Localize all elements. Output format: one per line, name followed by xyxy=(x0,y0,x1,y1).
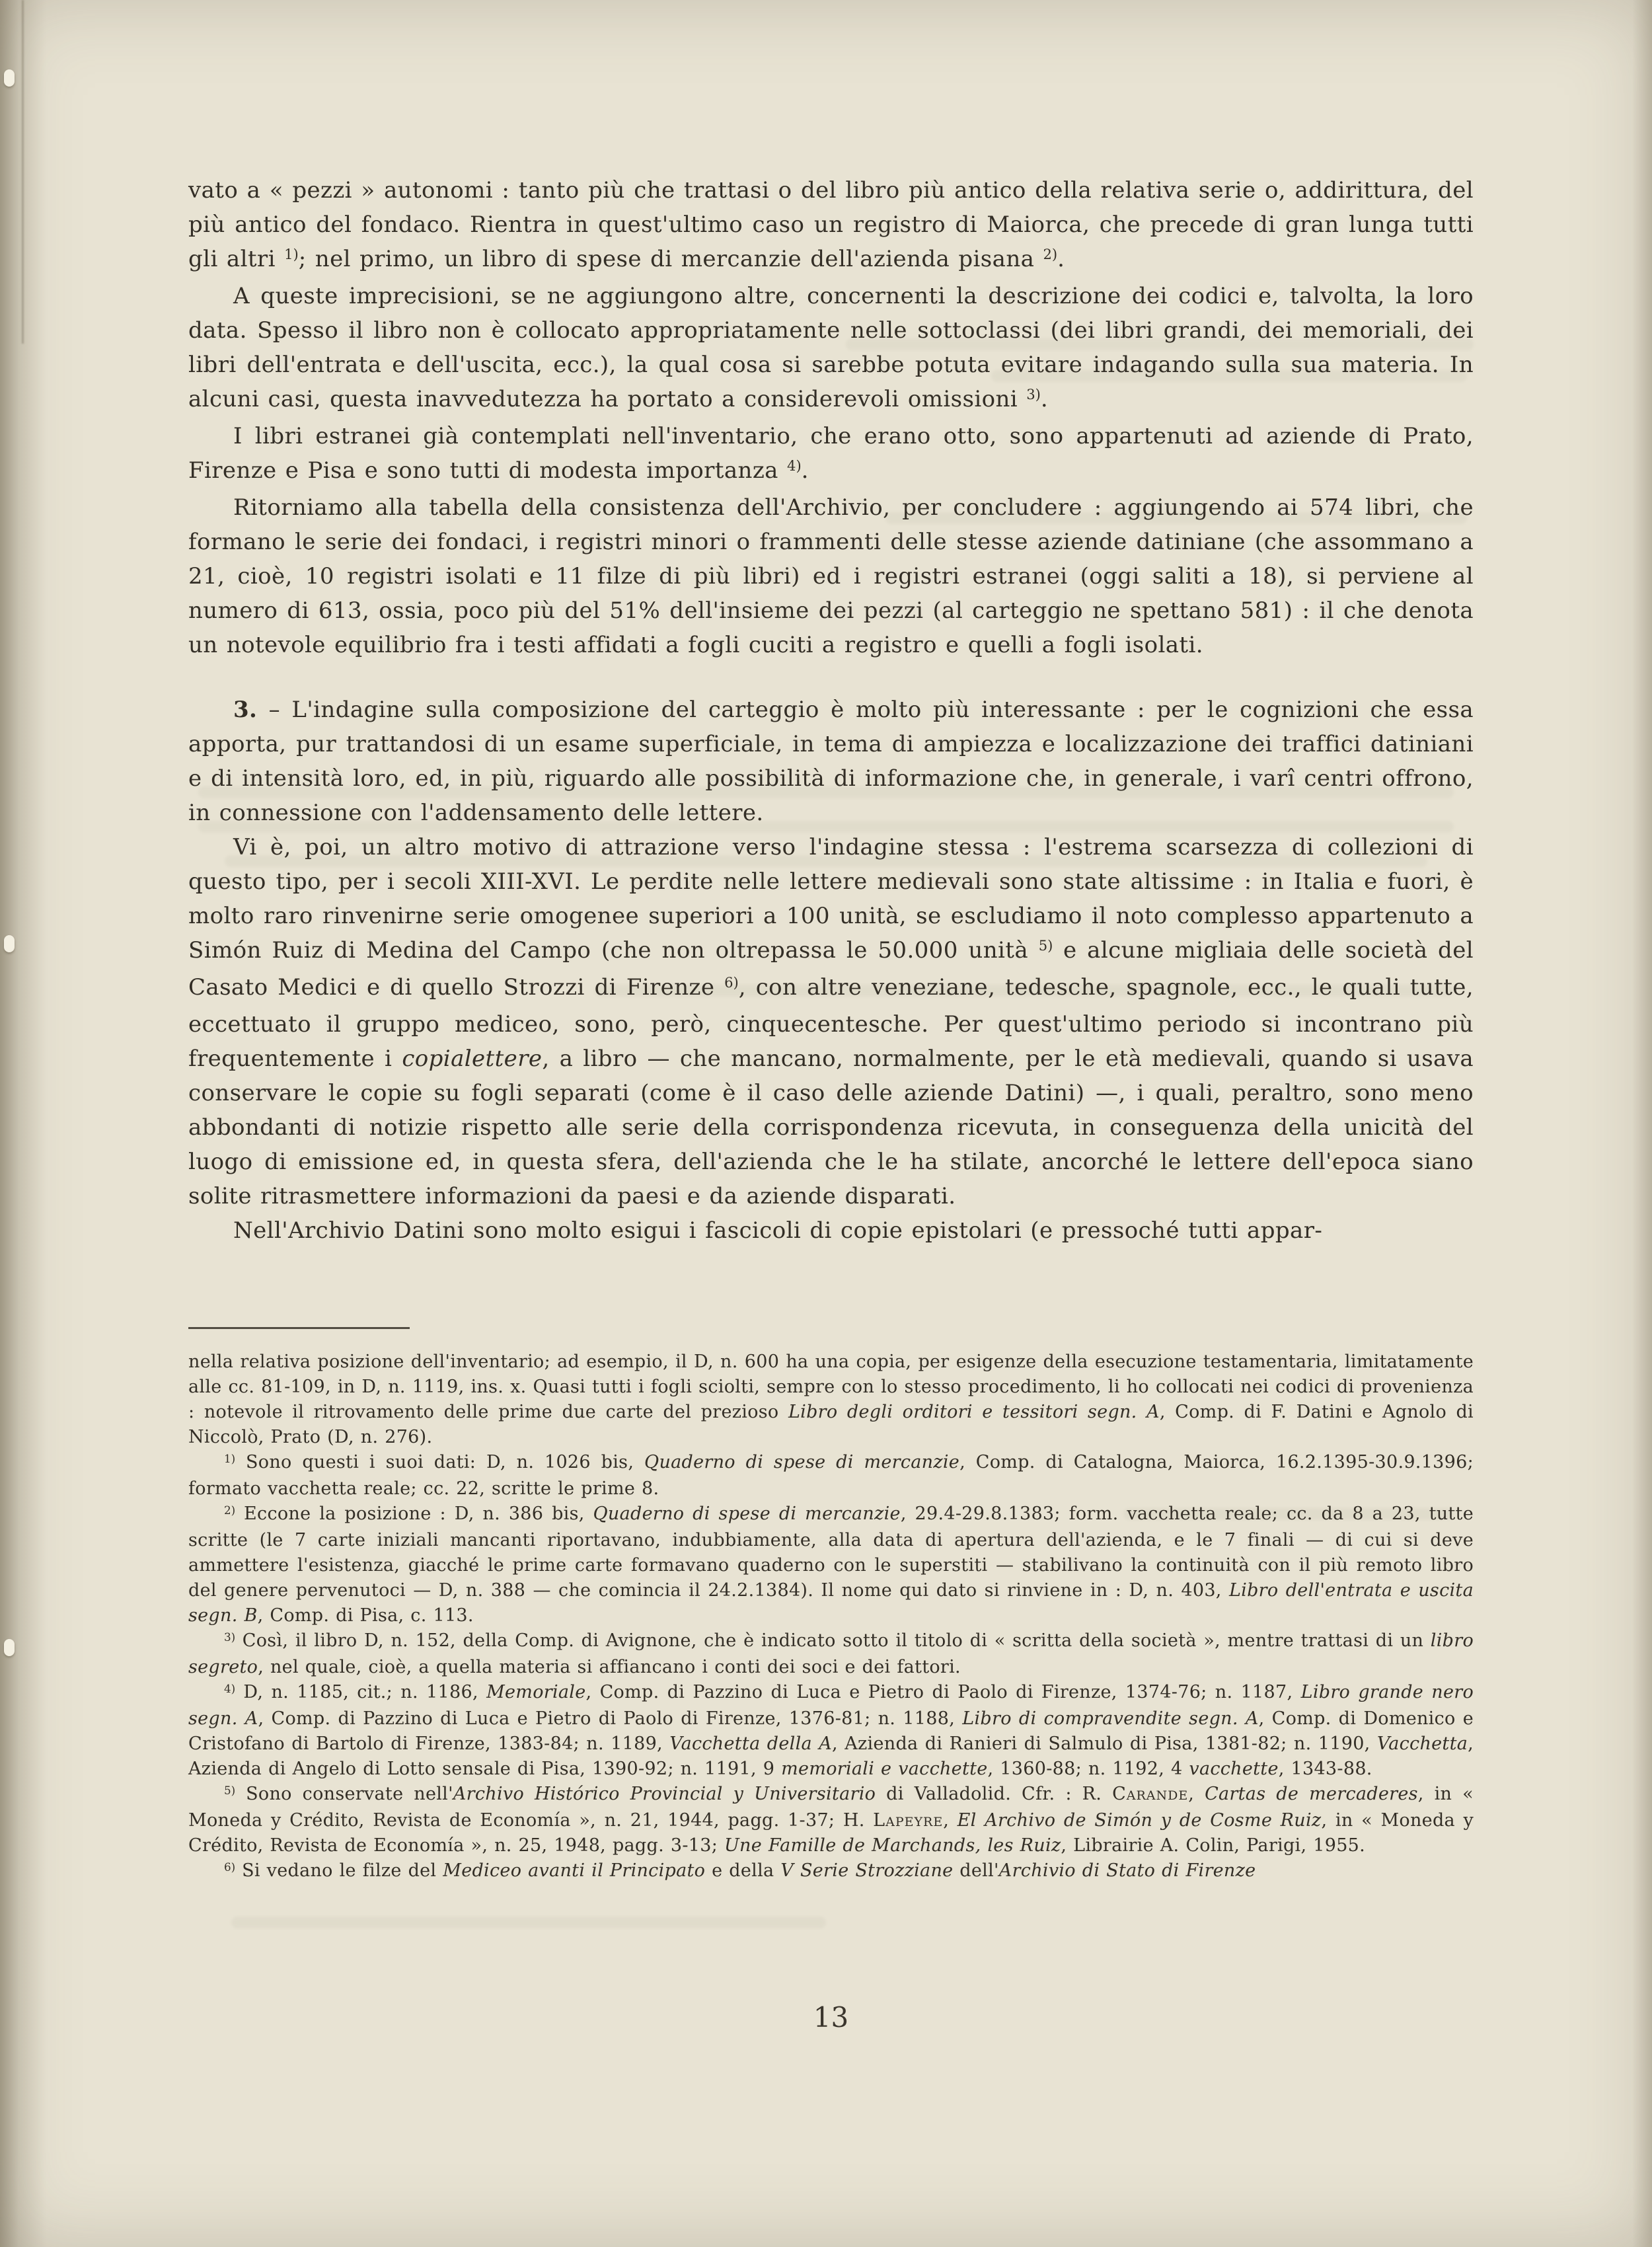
text-segment: Vacchetta della A xyxy=(669,1733,833,1754)
text-segment: Lapeyre xyxy=(873,1810,944,1831)
text-segment: nella relativa posizione dell'inventario; ad esempio, il D, n. 600 ha una copia, per esigenze della esecuzione testamentaria, limitatamente alle cc. 81-109, in D, n. 1119, ins. x. Quasi tutti i fogli sciolti, sempre con lo stesso procedimento, li ho collocati nei codici di provenienza : notevole il ritrovamento delle prime due carte del prezioso xyxy=(188,1352,1474,1422)
paragraph xyxy=(188,1213,1474,1248)
text-segment: Si vedano le filze del xyxy=(235,1860,443,1881)
text-segment: Libro dell'entrata e uscita segn. B xyxy=(188,1580,1474,1626)
show-through-ghost xyxy=(231,1917,826,1928)
text-segment: , Comp. di Pisa, c. 113. xyxy=(257,1605,474,1626)
text-segment: Sono conservate nell' xyxy=(235,1784,453,1804)
text-segment: Eccone la posizione : D, n. 386 bis, xyxy=(235,1504,593,1524)
paper-fold-line xyxy=(22,0,24,344)
text-segment: V Serie Strozziane xyxy=(780,1860,954,1881)
paragraph xyxy=(188,830,1474,1213)
paragraph xyxy=(188,490,1474,662)
text-segment: D, n. 1185, cit.; n. 1186, xyxy=(235,1682,487,1702)
binding-stitch-mark xyxy=(4,1639,15,1656)
footnote-separator-rule xyxy=(188,1327,410,1329)
text-segment: Libro di compravendite segn. A xyxy=(962,1708,1259,1729)
text-segment: Une Famille de Marchands, les Ruiz xyxy=(724,1835,1061,1856)
text-segment: I libri estranei già contemplati nell'inventario, che erano otto, sono appartenuti ad aziende di Prato, Firenze e Pisa e sono tutti di modesta importanza xyxy=(188,423,1474,484)
text-segment: A queste imprecisioni, se ne aggiungono altre, concernenti la descrizione dei codici e, talvolta, la loro data. Spesso il libro non è collocato appropriatamente nelle sottoclassi (dei libri grandi, dei memoriali, dei libri dell'entrata e dell'uscita, ecc.), la qual cosa si sarebbe potuta evitare indagando sulla sua materia. In alcuni casi, questa inavvedutezza ha portato a considerevoli omissioni xyxy=(188,283,1474,412)
text-segment: . xyxy=(1057,246,1065,272)
paragraph xyxy=(188,279,1474,419)
paragraph xyxy=(188,1350,1474,1450)
text-segment: , a libro — che mancano, normalmente, per le età medievali, quando si usava conservare le copie su fogli separati (come è il caso delle aziende Datini) —, i quali, peraltro, sono meno abbondanti di notizie rispetto alle serie della corrispondenza ricevuta, in conseguenza della unicità del luogo di emissione ed, in questa sfera, dell'azienda che le ha stilate, ancorché le lettere dell'epoca siano solite ritrasmettere informazioni da paesi e da aziende disparati. xyxy=(188,1046,1474,1209)
footnote-reference: 6) xyxy=(224,1860,236,1874)
text-segment: , Comp. di Catalogna, Maiorca, 16.2.1395-30.9.1396; formato vacchetta reale; cc. 22, scritte le prime 8. xyxy=(188,1452,1474,1499)
footnote-reference: 3) xyxy=(1026,386,1041,403)
text-segment: , xyxy=(943,1810,957,1831)
text-segment: El Archivo de Simón y de Cosme Ruiz xyxy=(957,1810,1322,1831)
text-segment: , 1360-88; n. 1192, 4 xyxy=(987,1759,1189,1779)
binding-stitch-mark xyxy=(4,69,15,87)
text-segment: , 29.4-29.8.1383; form. vacchetta reale; cc. da 8 a 23, tutte scritte (le 7 carte iniziali mancanti riportavano, indubbiamente, alla data di apertura dell'azienda, e le 7 finali — di cui si deve ammettere l'esistenza, giacché le prime carte formavano quaderno con le superstiti — stabilivano la continuità con il più remoto libro del genere pervenutoci — D, n. 388 — che comincia il 24.2.1384). Il nome qui dato si rinviene in : D, n. 403, xyxy=(188,1504,1474,1601)
text-segment: Ritorniamo alla tabella della consistenza dell'Archivio, per concludere : aggiungendo ai 574 libri, che formano le serie dei fondaci, i registri minori o frammenti delle stesse aziende datiniane (che assommano a 21, cioè, 10 registri isolati e 11 filze di più libri) ed i registri estranei (oggi saliti a 18), si perviene al numero di 613, ossia, poco più del 51% dell'insieme dei pezzi (al carteggio ne spettano 581) : il che denota un notevole equilibrio fra i testi affidati a fogli cuciti a registro e quelli a fogli isolati. xyxy=(188,494,1474,658)
text-segment: . xyxy=(801,457,809,484)
text-segment: , con altre veneziane, tedesche, spagnole, ecc., le quali tutte, eccettuato il gruppo mediceo, sono, però, cinquecentesche. Per quest'ultimo periodo si incontrano più frequentemente i xyxy=(188,974,1474,1072)
text-segment: Nell'Archivio Datini sono molto esigui i fascicoli di copie epistolari (e pressoché tutti appar- xyxy=(233,1217,1323,1244)
text-segment: Vacchetta xyxy=(1376,1733,1468,1754)
text-segment: Sono questi i suoi dati: D, n. 1026 bis, xyxy=(235,1452,645,1472)
text-segment: copialettere xyxy=(402,1046,543,1072)
footnote-reference: 4) xyxy=(787,457,802,475)
paragraph xyxy=(188,1502,1474,1628)
text-segment: , Comp. di Pazzino di Luca e Pietro di Paolo di Firenze, 1374-76; n. 1187, xyxy=(585,1682,1301,1702)
text-segment: e della xyxy=(705,1860,781,1881)
text-segment: , xyxy=(1188,1784,1205,1804)
text-segment: Libro degli orditori e tessitori segn. A xyxy=(788,1402,1160,1422)
paragraph xyxy=(188,1680,1474,1782)
text-segment: Quaderno di spese di mercanzie xyxy=(644,1452,960,1472)
text-segment: di Valladolid. Cfr. : R. xyxy=(876,1784,1113,1804)
footnotes xyxy=(188,1350,1474,1885)
body-text xyxy=(188,173,1474,1248)
paragraph xyxy=(188,1858,1474,1885)
footnote-reference: 2) xyxy=(1043,246,1058,263)
text-segment: Quaderno di spese di mercanzie xyxy=(593,1504,901,1524)
text-segment: . xyxy=(1040,386,1049,412)
text-segment: , Comp. di Domenico e Cristofano di Bartolo di Firenze, 1383-84; n. 1189, xyxy=(188,1708,1474,1754)
page-right-edge-shadow xyxy=(1632,0,1652,2247)
text-segment: , Azienda di Angelo di Lotto sensale di Pisa, 1390-92; n. 1191, 9 xyxy=(188,1733,1474,1779)
text-segment: vato a « pezzi » autonomi : tanto più che trattasi o del libro più antico della relativa serie o, addirittura, del più antico del fondaco. Rientra in quest'ultimo caso un registro di Maiorca, che precede di gran lunga tutti gli altri xyxy=(188,177,1474,272)
text-segment: Cartas de mercaderes xyxy=(1205,1784,1418,1804)
text-segment: Libro grande nero segn. A xyxy=(188,1682,1474,1729)
text-segment: , Comp. di Pazzino di Luca e Pietro di Paolo di Firenze, 1376-81; n. 1188, xyxy=(258,1708,963,1729)
text-segment: Vi è, poi, un altro motivo di attrazione verso l'indagine stessa : l'estrema scarsezza di collezioni di questo tipo, per i secoli XIII-XVI. Le perdite nelle lettere medievali sono state altissime : in Italia e fuori, è molto raro rinvenirne serie omogenee superiori a 100 unità, se escludiamo il noto complesso appartenuto a Simón Ruiz di Medina del Campo (che non oltrepassa le 50.000 unità xyxy=(188,834,1474,964)
text-segment: , Comp. di F. Datini e Agnolo di Niccolò, Prato (D, n. 276). xyxy=(188,1402,1474,1447)
paragraph xyxy=(188,693,1474,830)
text-segment: Così, il libro D, n. 152, della Comp. di Avignone, che è indicato sotto il titolo di « scritta della società », mentre trattasi di un xyxy=(235,1630,1431,1651)
footnote-reference: 5) xyxy=(224,1783,236,1797)
footnote-reference: 3) xyxy=(224,1630,236,1644)
footnote-reference: 5) xyxy=(1038,937,1053,954)
footnote-reference: 1) xyxy=(284,246,299,263)
text-segment: dell' xyxy=(953,1860,999,1881)
text-segment: Archivio di Stato di Firenze xyxy=(998,1860,1256,1881)
text-segment: Mediceo avanti il Principato xyxy=(443,1860,706,1881)
footnote-reference: 6) xyxy=(724,974,739,991)
paragraph xyxy=(188,1450,1474,1502)
footnote-reference: 2) xyxy=(224,1503,236,1517)
text-segment: , 1343-88. xyxy=(1278,1759,1372,1779)
paragraph xyxy=(188,1782,1474,1858)
text-segment: memoriali e vacchette xyxy=(781,1759,988,1779)
binding-stitch-mark xyxy=(4,935,15,952)
page-number: 13 xyxy=(813,2001,849,2034)
text-segment: , Librairie A. Colin, Parigi, 1955. xyxy=(1061,1835,1366,1856)
paragraph xyxy=(188,1628,1474,1680)
text-segment: , in « Moneda y Crédito, Revista de Economía », n. 21, 1944, pagg. 1-37; H. xyxy=(188,1784,1474,1831)
text-segment: e alcune migliaia delle società del Casato Medici e di quello Strozzi di Firenze xyxy=(188,937,1474,1001)
text-segment: , nel quale, cioè, a quella materia si affiancano i conti dei soci e dei fattori. xyxy=(258,1657,961,1677)
text-segment: ; nel primo, un libro di spese di mercanzie dell'azienda pisana xyxy=(298,246,1043,272)
text-segment: libro segreto xyxy=(188,1630,1474,1677)
text-segment: Carande xyxy=(1112,1784,1189,1804)
footnote-reference: 4) xyxy=(224,1681,236,1695)
paragraph xyxy=(188,419,1474,490)
text-segment: Memoriale xyxy=(486,1682,586,1702)
text-segment: 3. xyxy=(233,697,258,723)
text-segment: – L'indagine sulla composizione del carteggio è molto più interessante : per le cognizioni che essa apporta, pur trattandosi di un esame superficiale, in tema di ampiezza e localizzazione dei traffici datiniani e di intensità loro, ed, in più, riguardo alle possibilità di informazione che, in generale, i varî centri offrono, in connessione con l'addensamento delle lettere. xyxy=(188,697,1474,826)
paragraph xyxy=(188,173,1474,279)
text-segment: , in « Moneda y Crédito, Revista de Economía », n. 25, 1948, pagg. 3-13; xyxy=(188,1810,1474,1856)
text-segment: Archivo Histórico Provincial y Universitario xyxy=(453,1784,876,1804)
text-segment: vacchette xyxy=(1189,1759,1279,1779)
footnote-reference: 1) xyxy=(224,1451,236,1465)
text-segment: , Azienda di Ranieri di Salmulo di Pisa, 1381-82; n. 1190, xyxy=(832,1733,1377,1754)
